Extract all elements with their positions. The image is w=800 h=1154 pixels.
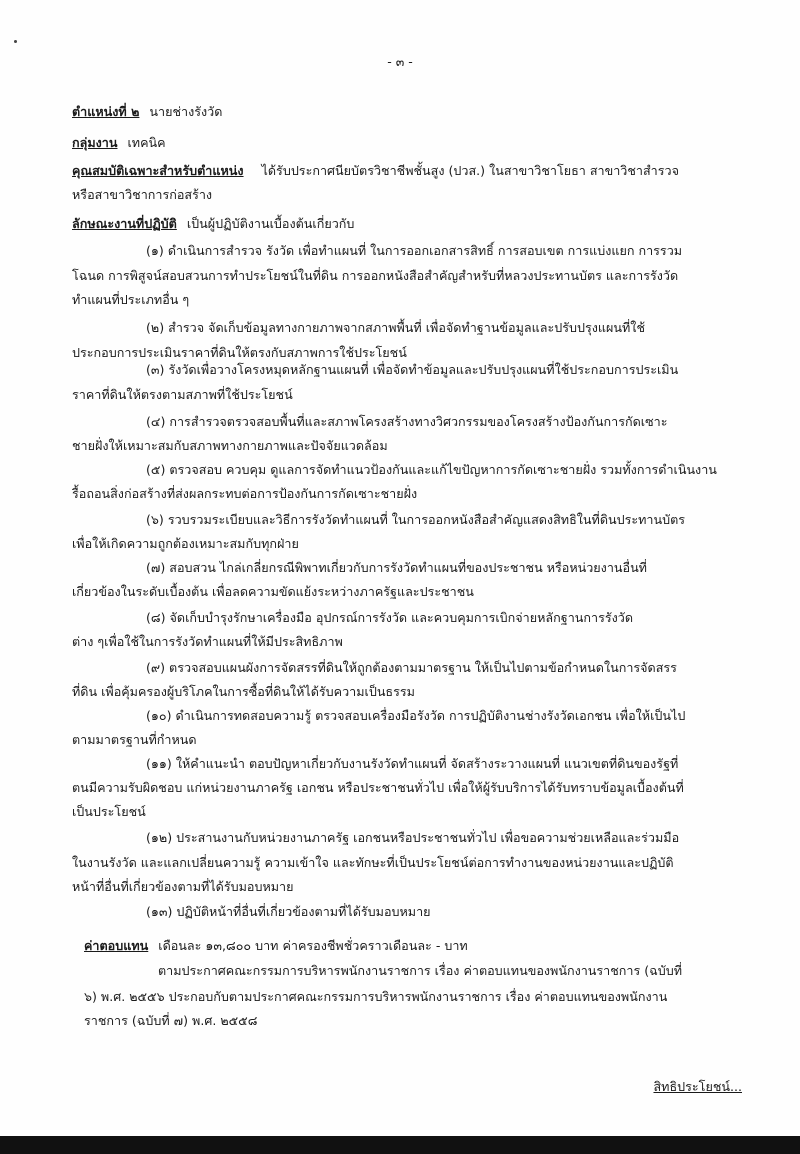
duty-item-3-line-2: ราคาที่ดินให้ตรงตามสภาพที่ใช้ประโยชน์ — [72, 387, 293, 402]
duty-item-11-line-2: ตนมีความรับผิดชอบ แก่หน่วยงานภาครัฐ เอกชน หรือประชาชนทั่วไป เพื่อให้ผู้รับบริการได้รับทราบข้อมูลเบื้องต้นที่ — [72, 780, 684, 795]
work-group-label: กลุ่มงาน — [72, 135, 118, 150]
duty-item-8-line-2: ต่าง ๆเพื่อใช้ในการรังวัดทำแผนที่ให้มีประสิทธิภาพ — [72, 634, 343, 649]
duty-item-13-line-1: (๑๓) ปฏิบัติหน้าที่อื่นที่เกี่ยวข้องตามที่ได้รับมอบหมาย — [146, 904, 431, 919]
duty-item-1-line-3: ทำแผนที่ประเภทอื่น ๆ — [72, 292, 190, 307]
work-group-value: เทคนิค — [127, 135, 166, 150]
duty-item-10-line-2: ตามมาตรฐานที่กำหนด — [72, 732, 197, 747]
duties-intro: เป็นผู้ปฏิบัติงานเบื้องต้นเกี่ยวกับ — [186, 216, 355, 231]
duty-item-6-line-2: เพื่อให้เกิดความถูกต้องเหมาะสมกับทุกฝ่าย — [72, 536, 299, 551]
duty-item-5-line-1: (๕) ตรวจสอบ ควบคุม ดูแลการจัดทำแนวป้องกันและแก้ไขปัญหาการกัดเซาะชายฝั่ง รวมทั้งการดำเนินงาน — [146, 462, 717, 477]
duty-item-7-line-2: เกี่ยวข้องในระดับเบื้องต้น เพื่อลดความขัดแย้งระหว่างภาครัฐและประชาชน — [72, 584, 474, 599]
qualifications-text: ได้รับประกาศนียบัตรวิชาชีพชั้นสูง (ปวส.) ในสาขาวิชาโยธา สาขาวิชาสำรวจ — [261, 163, 679, 178]
duty-item-10-line-1: (๑๐) ดำเนินการทดสอบความรู้ ตรวจสอบเครื่องมือรังวัด การปฏิบัติงานช่างรังวัดเอกชน เพื่อให้เป็นไป — [146, 708, 686, 723]
qualifications-line-2: หรือสาขาวิชาการก่อสร้าง — [72, 187, 213, 202]
duty-item-9-line-2: ที่ดิน เพื่อคุ้มครองผู้บริโภคในการซื้อที่ดินให้ได้รับความเป็นธรรม — [72, 684, 415, 699]
duty-item-5-line-2: รื้อถอนสิ่งก่อสร้างที่ส่งผลกระทบต่อการป้องกันการกัดเซาะชายฝั่ง — [72, 486, 418, 501]
continuation-text: สิทธิประโยชน์... — [653, 1079, 742, 1094]
duty-item-3-line-1: (๓) รังวัดเพื่อวางโครงหมุดหลักฐานแผนที่ เพื่อจัดทำข้อมูลและปรับปรุงแผนที่ใช้ประกอบการประเมิน — [146, 362, 679, 377]
duty-item-4-line-2: ชายฝั่งให้เหมาะสมกับสภาพทางกายภาพและปัจจัยแวดล้อม — [72, 438, 388, 453]
position-label: ตำแหน่งที่ ๒ — [72, 104, 140, 119]
work-group-line — [72, 135, 166, 151]
duties-line — [72, 216, 354, 232]
duty-item-7-line-1: (๗) สอบสวน ไกล่เกลี่ยกรณีพิพาทเกี่ยวกับการรังวัดทำแผนที่ของประชาชน หรือหน่วยงานอื่นที่ — [146, 560, 647, 575]
duty-item-12-line-1: (๑๒) ประสานงานกับหน่วยงานภาครัฐ เอกชนหรือประชาชนทั่วไป เพื่อขอความช่วยเหลือและร่วมมือ — [146, 830, 680, 845]
duty-item-11-line-3: เป็นประโยชน์ — [72, 804, 146, 819]
duties-label: ลักษณะงานที่ปฏิบัติ — [72, 216, 177, 231]
duty-item-2-line-1: (๒) สำรวจ จัดเก็บข้อมูลทางกายภาพจากสภาพพื้นที่ เพื่อจัดทำฐานข้อมูลและปรับปรุงแผนที่ใช้ — [146, 320, 645, 335]
qualifications-label: คุณสมบัติเฉพาะสำหรับตำแหน่ง — [72, 163, 244, 178]
duty-item-6-line-1: (๖) รวบรวมระเบียบและวิธีการรังวัดทำแผนที่ ในการออกหนังสือสำคัญแสดงสิทธิในที่ดินประทานบัตร — [146, 512, 686, 527]
duty-item-12-line-2: ในงานรังวัด และแลกเปลี่ยนความรู้ ความเข้าใจ และทักษะที่เป็นประโยชน์ต่อการทำงานของหน่วยงานและปฏิบัติ — [72, 855, 674, 870]
page-number: - ๓ - — [387, 54, 413, 69]
compensation-note-line-3: ราชการ (ฉบับที่ ๗) พ.ศ. ๒๕๕๘ — [84, 1013, 258, 1028]
compensation-note-line-1: ตามประกาศคณะกรรมการบริหารพนักงานราชการ เรื่อง ค่าตอบแทนของพนักงานราชการ (ฉบับที่ — [158, 963, 683, 978]
compensation-line — [84, 938, 468, 954]
compensation-note-line-2: ๖) พ.ศ. ๒๕๕๖ ประกอบกับตามประกาศคณะกรรมการบริหารพนักงานราชการ เรื่อง ค่าตอบแทนของพนักงาน — [84, 989, 668, 1004]
compensation-value: เดือนละ ๑๓,๘๐๐ บาท ค่าครองชีพชั่วคราวเดือนละ - บาท — [158, 938, 468, 953]
duty-item-12-line-3: หน้าที่อื่นที่เกี่ยวข้องตามที่ได้รับมอบหมาย — [72, 879, 294, 894]
duty-item-4-line-1: (๔) การสำรวจตรวจสอบพื้นที่และสภาพโครงสร้างทางวิศวกรรมของโครงสร้างป้องกันการกัดเซาะ — [146, 414, 668, 429]
duty-item-8-line-1: (๘) จัดเก็บบำรุงรักษาเครื่องมือ อุปกรณ์การรังวัด และควบคุมการเบิกจ่ายหลักฐานการรังวัด — [146, 610, 634, 625]
compensation-label: ค่าตอบแทน — [84, 938, 149, 953]
qualifications-line-1 — [72, 163, 679, 179]
duty-item-2-line-2: ประกอบการประเมินราคาที่ดินให้ตรงกับสภาพการใช้ประโยชน์ — [72, 345, 407, 360]
position-title: นายช่างรังวัด — [149, 104, 223, 119]
position-line — [72, 104, 222, 120]
scan-speck — [14, 40, 17, 43]
duty-item-11-line-1: (๑๑) ให้คำแนะนำ ตอบปัญหาเกี่ยวกับงานรังวัดทำแผนที่ จัดสร้างระวางแผนที่ แนวเขตที่ดินของรัฐที่ — [146, 756, 679, 771]
duty-item-9-line-1: (๙) ตรวจสอบแผนผังการจัดสรรที่ดินให้ถูกต้องตามมาตรฐาน ให้เป็นไปตามข้อกำหนดในการจัดสรร — [146, 660, 677, 675]
scan-edge — [0, 1136, 800, 1154]
duty-item-1-line-2: โฉนด การพิสูจน์สอบสวนการทำประโยชน์ในที่ดิน การออกหนังสือสำคัญสำหรับที่หลวงประทานบัตร และการรังวัด — [72, 268, 679, 283]
duty-item-1-line-1: (๑) ดำเนินการสำรวจ รังวัด เพื่อทำแผนที่ ในการออกเอกสารสิทธิ์ การสอบเขต การแบ่งแยก การรวม — [146, 243, 683, 258]
